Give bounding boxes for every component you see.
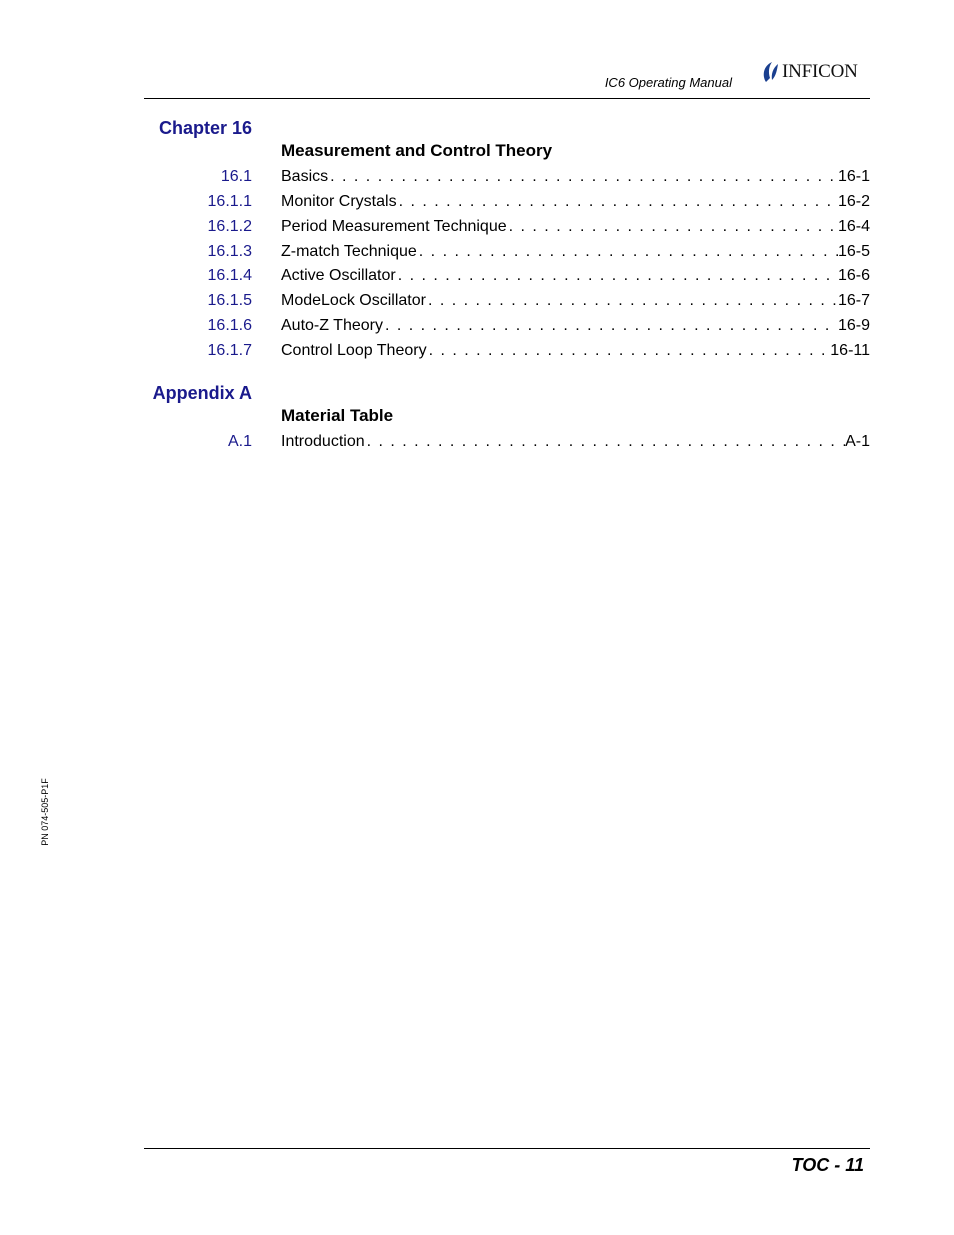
toc-entry[interactable] [0, 342, 954, 364]
toc-entry-page[interactable]: 16-4 [837, 218, 870, 235]
toc-entry-number[interactable]: 16.1 [220, 168, 252, 185]
toc-entry-number[interactable]: 16.1.7 [207, 342, 252, 359]
toc-entry-number[interactable]: 16.1.6 [207, 317, 252, 334]
toc-entry[interactable] [0, 267, 954, 289]
toc-entry[interactable] [0, 243, 954, 265]
toc-entry-number[interactable]: 16.1.5 [207, 292, 252, 309]
header-rule [144, 98, 870, 99]
toc-entry-page[interactable]: 16-11 [830, 342, 870, 359]
chapter-16-title: Measurement and Control Theory [281, 141, 553, 160]
dot-leader [365, 433, 845, 451]
toc-entry-text[interactable]: Basics [281, 168, 329, 185]
toc-entry-text[interactable]: Monitor Crystals [281, 193, 397, 210]
page-number: TOC - 11 [791, 1155, 864, 1175]
company-logo [760, 58, 858, 86]
toc-entry-text[interactable]: Introduction [281, 433, 365, 450]
toc-entry[interactable] [0, 317, 954, 339]
toc-entry-page[interactable]: 16-5 [837, 243, 870, 260]
toc-entry-number[interactable]: 16.1.1 [207, 193, 252, 210]
toc-entry[interactable] [0, 433, 954, 455]
toc-entry-text[interactable]: Control Loop Theory [281, 342, 427, 359]
dot-leader [397, 193, 838, 211]
dot-leader [426, 292, 838, 310]
manual-title: IC6 Operating Manual [604, 75, 732, 90]
toc-entry-text[interactable]: Period Measurement Technique [281, 218, 507, 235]
toc-entry-text[interactable]: Auto-Z Theory [281, 317, 383, 334]
inficon-logo-icon [760, 60, 780, 84]
toc-entry-number[interactable]: 16.1.3 [207, 243, 252, 260]
dot-leader [507, 218, 838, 236]
toc-entry-page[interactable]: 16-2 [837, 193, 870, 210]
dot-leader [328, 168, 838, 186]
dot-leader [417, 243, 838, 261]
toc-entry-page[interactable]: A-1 [845, 433, 870, 450]
toc-entry-text[interactable]: Z-match Technique [281, 243, 417, 260]
toc-entry-text[interactable]: Active Oscillator [281, 267, 396, 284]
toc-entry-number[interactable]: 16.1.2 [207, 218, 252, 235]
dot-leader [383, 317, 838, 335]
chapter-16-label[interactable]: Chapter 16 [158, 118, 252, 138]
part-number: PN 074-505-P1F [40, 778, 50, 846]
toc-entry-page[interactable]: 16-7 [837, 292, 870, 309]
logo-text: INFICON [782, 61, 858, 82]
toc-entry-page[interactable]: 16-1 [837, 168, 870, 185]
dot-leader [396, 267, 838, 285]
footer-rule [144, 1148, 870, 1149]
toc-entry[interactable] [0, 168, 954, 190]
toc-entry-text[interactable]: ModeLock Oscillator [281, 292, 426, 309]
toc-entry-page[interactable]: 16-6 [837, 267, 870, 284]
toc-entry-page[interactable]: 16-9 [837, 317, 870, 334]
toc-entry[interactable] [0, 193, 954, 215]
toc-entry[interactable] [0, 292, 954, 314]
toc-entry-number[interactable]: 16.1.4 [207, 267, 252, 284]
toc-entry[interactable] [0, 218, 954, 240]
dot-leader [427, 342, 831, 360]
appendix-a-title: Material Table [281, 406, 394, 425]
toc-entry-number[interactable]: A.1 [227, 433, 252, 450]
appendix-a-label[interactable]: Appendix A [152, 383, 252, 403]
